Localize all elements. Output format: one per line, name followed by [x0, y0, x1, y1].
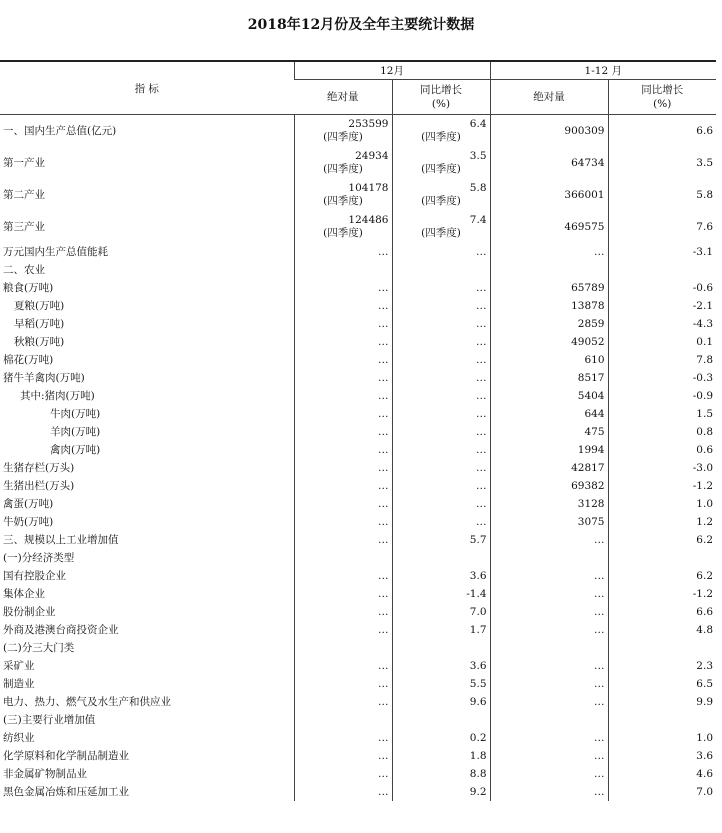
ytd-abs-cell	[490, 639, 608, 657]
month-yoy-cell: …	[392, 387, 490, 405]
month-yoy-header: 同比增长 (%)	[392, 80, 490, 115]
ytd-yoy-cell: 7.6	[608, 211, 716, 243]
table-row	[0, 513, 716, 531]
row-label: 秋粮(万吨)	[14, 336, 65, 348]
row-label: 其中:猪肉(万吨)	[20, 390, 95, 402]
gdp-row	[0, 211, 716, 243]
ytd-abs-cell: …	[490, 675, 608, 693]
table-row	[0, 369, 716, 387]
ytd-yoy-cell: -3.1	[608, 243, 716, 261]
row-label: 夏粮(万吨)	[14, 300, 65, 312]
month-abs-cell: …	[294, 477, 392, 495]
table-row	[0, 261, 716, 279]
month-abs-cell	[294, 261, 392, 279]
ytd-yoy-cell: 9.9	[608, 693, 716, 711]
ytd-yoy-cell: 0.6	[608, 441, 716, 459]
row-label: 股份制企业	[3, 606, 56, 618]
month-yoy-cell: …	[392, 459, 490, 477]
ytd-yoy-cell	[608, 261, 716, 279]
month-yoy-cell: …	[392, 405, 490, 423]
month-yoy-cell: …	[392, 297, 490, 315]
table-row	[0, 477, 716, 495]
row-label: (三)主要行业增加值	[3, 714, 96, 726]
ytd-abs-cell: 3128	[490, 495, 608, 513]
month-abs-cell: …	[294, 459, 392, 477]
table-header	[0, 61, 716, 115]
ytd-abs-cell: 2859	[490, 315, 608, 333]
ytd-group-header: 1-12 月	[490, 61, 716, 80]
month-group-header: 12月	[294, 61, 490, 80]
month-yoy-cell: …	[392, 333, 490, 351]
month-abs-cell: …	[294, 279, 392, 297]
month-yoy-cell: 3.6	[392, 657, 490, 675]
month-yoy-cell	[392, 261, 490, 279]
row-label: 早稻(万吨)	[14, 318, 65, 330]
month-abs-cell: …	[294, 423, 392, 441]
table-row	[0, 423, 716, 441]
table-row	[0, 351, 716, 369]
table-row	[0, 567, 716, 585]
row-label: 第三产业	[3, 221, 45, 233]
month-yoy-cell: 3.6	[392, 567, 490, 585]
ytd-abs-cell: 610	[490, 351, 608, 369]
ytd-abs-cell: …	[490, 693, 608, 711]
ytd-abs-cell: 65789	[490, 279, 608, 297]
row-label: 猪牛羊禽肉(万吨)	[3, 372, 85, 384]
month-abs-cell: …	[294, 351, 392, 369]
table-row	[0, 729, 716, 747]
ytd-abs-cell: 900309	[490, 115, 608, 148]
table-row	[0, 675, 716, 693]
month-abs-cell: 104178 (四季度)	[294, 179, 392, 211]
month-abs-cell: …	[294, 315, 392, 333]
ytd-yoy-cell: 7.0	[608, 783, 716, 801]
ytd-yoy-cell: 7.8	[608, 351, 716, 369]
ytd-yoy-cell: -0.3	[608, 369, 716, 387]
ytd-abs-cell: …	[490, 585, 608, 603]
ytd-yoy-cell: 6.6	[608, 603, 716, 621]
month-yoy-cell: …	[392, 351, 490, 369]
ytd-yoy-cell: 1.0	[608, 495, 716, 513]
table-row	[0, 315, 716, 333]
period-note: (四季度)	[421, 195, 461, 207]
row-label: 第一产业	[3, 157, 45, 169]
month-yoy-cell: …	[392, 279, 490, 297]
period-note: (四季度)	[323, 131, 363, 143]
month-yoy-cell: …	[392, 513, 490, 531]
row-label: 纺织业	[3, 732, 35, 744]
table-row	[0, 441, 716, 459]
row-label: 黑色金属冶炼和压延加工业	[3, 786, 129, 798]
ytd-abs-cell: …	[490, 531, 608, 549]
row-label: 第二产业	[3, 189, 45, 201]
table-row	[0, 333, 716, 351]
month-abs-cell: …	[294, 369, 392, 387]
month-yoy-cell: …	[392, 423, 490, 441]
month-yoy-cell: 8.8	[392, 765, 490, 783]
month-yoy-cell: …	[392, 477, 490, 495]
ytd-abs-cell: 366001	[490, 179, 608, 211]
gdp-row	[0, 115, 716, 148]
ytd-abs-cell: …	[490, 765, 608, 783]
row-label: 粮食(万吨)	[3, 282, 54, 294]
month-yoy-cell: 1.8	[392, 747, 490, 765]
month-yoy-cell: 3.5 (四季度)	[392, 147, 490, 179]
ytd-yoy-cell: 6.2	[608, 567, 716, 585]
table-row	[0, 765, 716, 783]
ytd-abs-cell: …	[490, 657, 608, 675]
ytd-yoy-cell: -3.0	[608, 459, 716, 477]
month-abs-cell: …	[294, 243, 392, 261]
period-note: (四季度)	[323, 227, 363, 239]
ytd-abs-cell: 3075	[490, 513, 608, 531]
month-yoy-cell	[392, 549, 490, 567]
month-abs-cell: …	[294, 603, 392, 621]
table-row	[0, 459, 716, 477]
month-yoy-cell: …	[392, 369, 490, 387]
table-row	[0, 549, 716, 567]
row-label: 外商及港澳台商投资企业	[3, 624, 119, 636]
month-abs-cell: …	[294, 621, 392, 639]
row-label: 制造业	[3, 678, 35, 690]
ytd-yoy-cell: 6.5	[608, 675, 716, 693]
row-label: 万元国内生产总值能耗	[3, 246, 108, 258]
ytd-yoy-cell: -1.2	[608, 477, 716, 495]
month-abs-cell: …	[294, 441, 392, 459]
month-abs-cell: …	[294, 783, 392, 801]
table-row	[0, 693, 716, 711]
period-note: (四季度)	[421, 163, 461, 175]
ytd-yoy-cell: 4.6	[608, 765, 716, 783]
row-label: 一、国内生产总值(亿元)	[3, 125, 117, 137]
row-label: 二、农业	[3, 264, 45, 276]
ytd-yoy-cell: 6.2	[608, 531, 716, 549]
row-label: (二)分三大门类	[3, 642, 75, 654]
month-yoy-cell: 1.7	[392, 621, 490, 639]
ytd-abs-cell: 64734	[490, 147, 608, 179]
row-label: 采矿业	[3, 660, 35, 672]
row-label: (一)分经济类型	[3, 552, 75, 564]
ytd-abs-cell: 475	[490, 423, 608, 441]
ytd-yoy-cell	[608, 639, 716, 657]
period-note: (四季度)	[421, 131, 461, 143]
month-abs-cell: …	[294, 513, 392, 531]
ytd-yoy-cell: 1.2	[608, 513, 716, 531]
month-abs-cell: …	[294, 729, 392, 747]
ytd-abs-cell	[490, 549, 608, 567]
ytd-yoy-cell: -1.2	[608, 585, 716, 603]
ytd-abs-cell	[490, 711, 608, 729]
row-label: 牛奶(万吨)	[3, 516, 54, 528]
month-abs-cell: …	[294, 693, 392, 711]
table-row	[0, 243, 716, 261]
row-label: 国有控股企业	[3, 570, 66, 582]
ytd-yoy-cell: 5.8	[608, 179, 716, 211]
gdp-row	[0, 147, 716, 179]
table-row	[0, 603, 716, 621]
table-row	[0, 711, 716, 729]
row-label: 棉花(万吨)	[3, 354, 54, 366]
month-abs-cell: …	[294, 675, 392, 693]
month-abs-header: 绝对量	[327, 91, 359, 103]
ytd-abs-cell: 42817	[490, 459, 608, 477]
row-label: 羊肉(万吨)	[50, 426, 101, 438]
ytd-abs-cell: …	[490, 783, 608, 801]
month-abs-cell	[294, 711, 392, 729]
ytd-abs-cell: 469575	[490, 211, 608, 243]
month-yoy-cell: 6.4 (四季度)	[392, 115, 490, 148]
gdp-row	[0, 179, 716, 211]
table-row	[0, 585, 716, 603]
row-label: 牛肉(万吨)	[50, 408, 101, 420]
month-abs-cell: …	[294, 747, 392, 765]
ytd-yoy-cell: 6.6	[608, 115, 716, 148]
page-title: 2018年12月份及全年主要统计数据	[247, 17, 475, 33]
table-row	[0, 657, 716, 675]
ytd-yoy-cell: 0.8	[608, 423, 716, 441]
row-label: 禽肉(万吨)	[50, 444, 101, 456]
ytd-abs-cell: …	[490, 729, 608, 747]
ytd-abs-cell: 5404	[490, 387, 608, 405]
row-label: 非金属矿物制品业	[3, 768, 87, 780]
row-label: 禽蛋(万吨)	[3, 498, 54, 510]
month-abs-cell: 253599 (四季度)	[294, 115, 392, 148]
month-abs-cell: …	[294, 405, 392, 423]
month-yoy-cell: 5.7	[392, 531, 490, 549]
row-label: 生猪出栏(万头)	[3, 480, 75, 492]
ytd-yoy-cell: -2.1	[608, 297, 716, 315]
month-yoy-cell: 9.2	[392, 783, 490, 801]
period-note: (四季度)	[323, 163, 363, 175]
ytd-abs-cell: 49052	[490, 333, 608, 351]
month-abs-cell	[294, 639, 392, 657]
month-abs-cell: …	[294, 657, 392, 675]
month-abs-cell: …	[294, 765, 392, 783]
ytd-yoy-cell	[608, 711, 716, 729]
ytd-abs-cell: …	[490, 567, 608, 585]
month-yoy-cell: 9.6	[392, 693, 490, 711]
ytd-abs-cell: …	[490, 243, 608, 261]
ytd-yoy-header: 同比增长 (%)	[608, 80, 716, 115]
month-abs-cell: …	[294, 585, 392, 603]
month-yoy-cell	[392, 711, 490, 729]
month-abs-cell: …	[294, 297, 392, 315]
table-body	[0, 115, 716, 802]
table-row	[0, 405, 716, 423]
table-row	[0, 279, 716, 297]
ytd-abs-header: 绝对量	[490, 80, 608, 115]
ytd-yoy-cell: -0.9	[608, 387, 716, 405]
month-yoy-cell: -1.4	[392, 585, 490, 603]
ytd-yoy-cell: -0.6	[608, 279, 716, 297]
ytd-abs-cell: 69382	[490, 477, 608, 495]
row-label: 三、规模以上工业增加值	[3, 534, 119, 546]
month-abs-cell: …	[294, 567, 392, 585]
ytd-yoy-cell: 0.1	[608, 333, 716, 351]
month-yoy-cell: …	[392, 441, 490, 459]
month-abs-cell: …	[294, 333, 392, 351]
ytd-abs-cell: 1994	[490, 441, 608, 459]
month-yoy-cell	[392, 639, 490, 657]
ytd-abs-cell: …	[490, 747, 608, 765]
ytd-abs-cell: 13878	[490, 297, 608, 315]
ytd-abs-cell: 8517	[490, 369, 608, 387]
ytd-yoy-cell: 2.3	[608, 657, 716, 675]
row-label: 电力、热力、燃气及水生产和供应业	[3, 696, 171, 708]
ytd-yoy-cell	[608, 549, 716, 567]
table-row	[0, 531, 716, 549]
ytd-yoy-cell: 1.0	[608, 729, 716, 747]
table-row	[0, 621, 716, 639]
table-row	[0, 747, 716, 765]
indicator-header: 指 标	[134, 82, 159, 95]
month-yoy-cell: 5.5	[392, 675, 490, 693]
period-note: (四季度)	[421, 227, 461, 239]
ytd-yoy-cell: -4.3	[608, 315, 716, 333]
table-row	[0, 783, 716, 801]
month-yoy-cell: 7.4 (四季度)	[392, 211, 490, 243]
ytd-yoy-cell: 1.5	[608, 405, 716, 423]
period-note: (四季度)	[323, 195, 363, 207]
table-row	[0, 639, 716, 657]
ytd-abs-cell: …	[490, 603, 608, 621]
month-yoy-cell: …	[392, 495, 490, 513]
month-abs-cell: …	[294, 495, 392, 513]
table-row	[0, 387, 716, 405]
row-label: 集体企业	[3, 588, 45, 600]
ytd-yoy-cell: 3.5	[608, 147, 716, 179]
row-label: 化学原料和化学制品制造业	[3, 750, 129, 762]
month-abs-cell	[294, 549, 392, 567]
ytd-abs-cell: …	[490, 621, 608, 639]
month-yoy-cell: 7.0	[392, 603, 490, 621]
month-abs-cell: …	[294, 531, 392, 549]
month-abs-cell: 124486 (四季度)	[294, 211, 392, 243]
ytd-yoy-cell: 4.8	[608, 621, 716, 639]
month-abs-cell: 24934 (四季度)	[294, 147, 392, 179]
month-abs-cell: …	[294, 387, 392, 405]
month-yoy-cell: 0.2	[392, 729, 490, 747]
row-label: 生猪存栏(万头)	[3, 462, 75, 474]
ytd-abs-cell	[490, 261, 608, 279]
table-row	[0, 297, 716, 315]
month-yoy-cell: …	[392, 315, 490, 333]
ytd-abs-cell: 644	[490, 405, 608, 423]
table-row	[0, 495, 716, 513]
month-yoy-cell: 5.8 (四季度)	[392, 179, 490, 211]
month-yoy-cell: …	[392, 243, 490, 261]
statistics-table	[0, 60, 716, 801]
ytd-yoy-cell: 3.6	[608, 747, 716, 765]
